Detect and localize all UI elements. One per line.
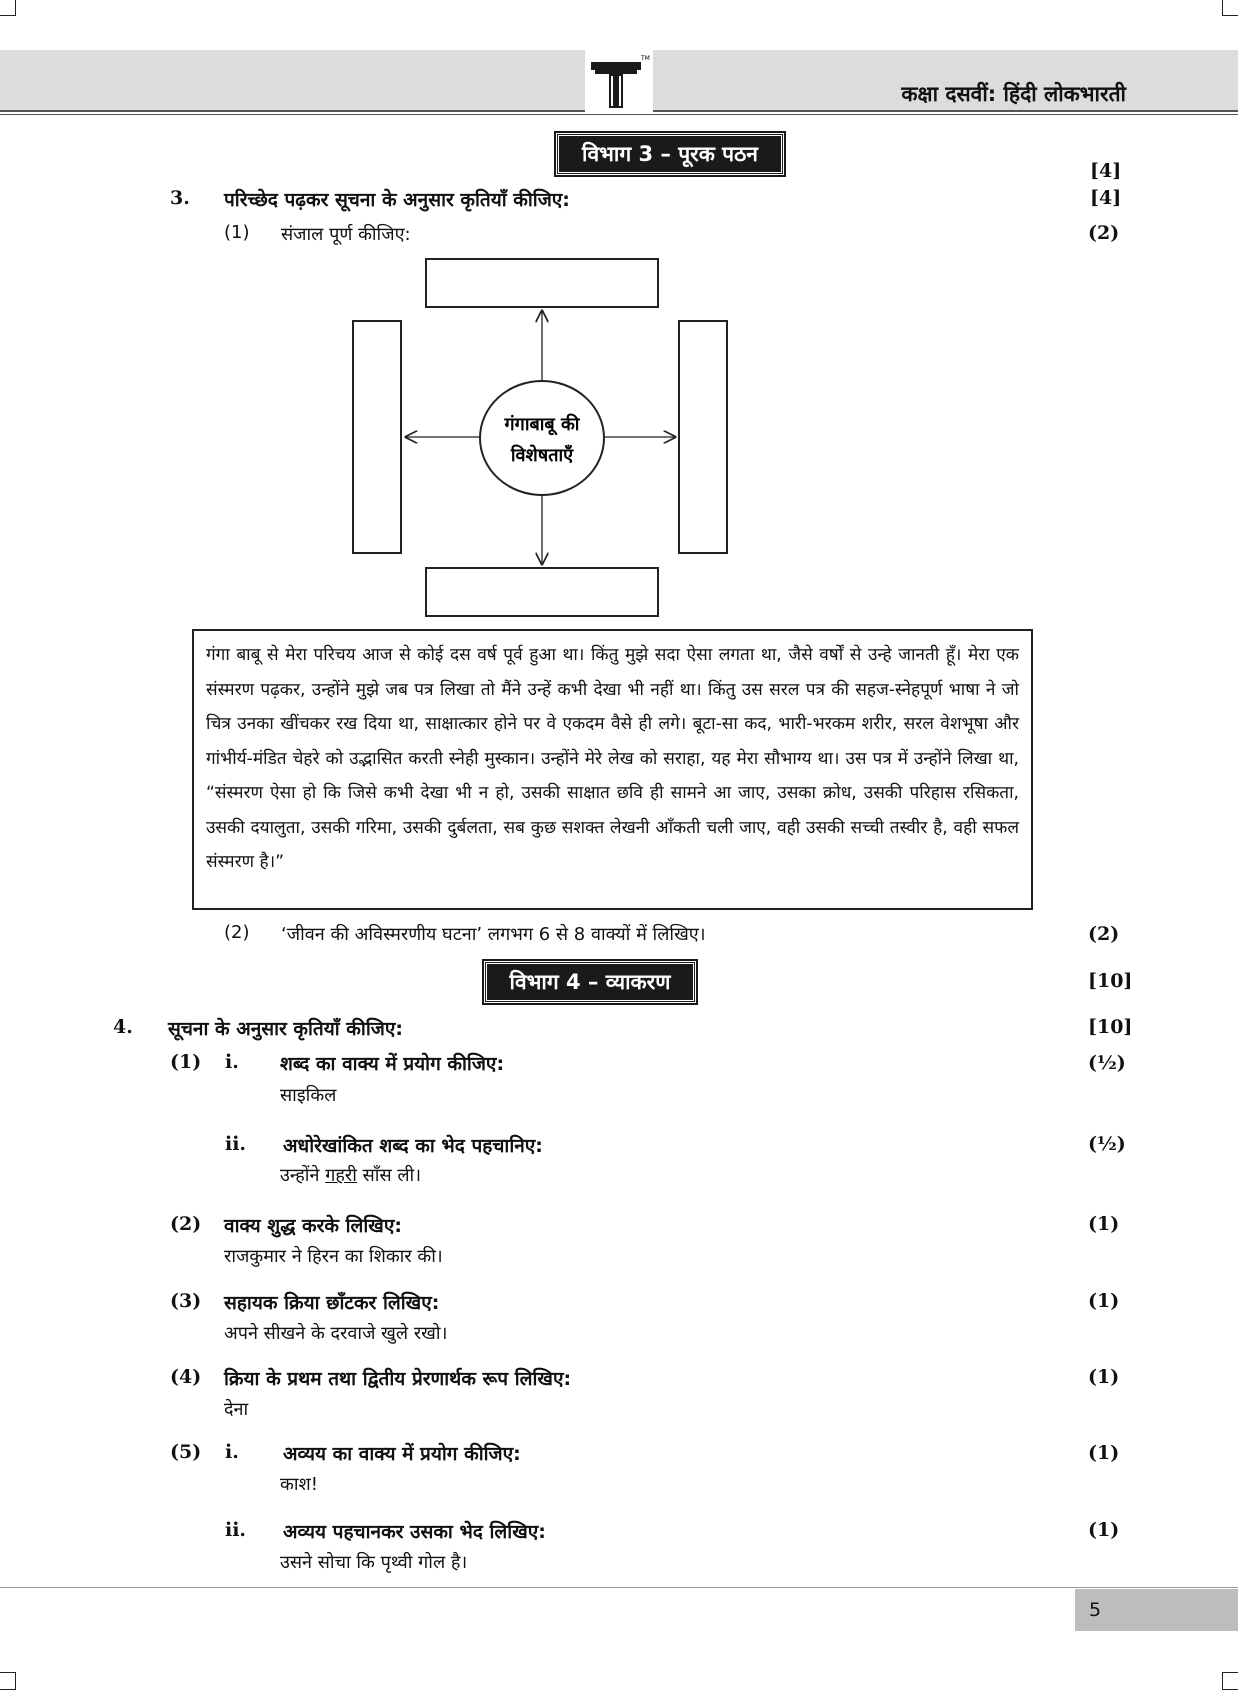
answer-post: साँस ली। [356,1165,422,1186]
q4-item4-number: (4) [170,1366,202,1388]
q4-item5b-marks: (1) [1088,1519,1120,1541]
answer-pre: उन्होंने [280,1165,326,1186]
underlined-word: गहरी [325,1165,357,1186]
q4-item4-text: क्रिया के प्रथम तथा द्वितीय प्रेरणार्थक रूप लिखिए: [224,1368,572,1390]
header-rule-thin [0,114,1238,115]
header-title: कक्षा दसवीं: हिंदी लोकभारती [901,82,1126,106]
q4-item2-answer: राजकुमार ने हिरन का शिकार की। [224,1246,443,1267]
center-ellipse [480,381,604,495]
blank-box-right [679,321,727,553]
q4-item5-roman: i. [225,1441,239,1463]
q3-sub2-text: ‘जीवन की अविस्मरणीय घटना’ लगभग 6 से 8 वाक्यों में लिखिए। [281,924,706,945]
svg-text:TM: TM [641,55,650,62]
web-diagram [340,250,740,630]
center-label-line1: गंगाबाबू की [504,414,580,435]
header-band-left [0,50,585,110]
blank-box-top [426,259,658,307]
q3-sub1-marks: (2) [1088,222,1120,244]
blank-box-bottom [426,568,658,616]
question-4-marks: [10] [1088,1016,1133,1038]
q4-item4-answer: देना [224,1399,249,1420]
section-4-title: विभाग 4 – व्याकरण [484,961,696,1003]
crop-mark-top-left [0,0,16,16]
q4-item1-marks: (½) [1088,1052,1126,1074]
question-3-marks: [4] [1090,187,1122,209]
q4-item1b-text: अधोरेखांकित शब्द का भेद पहचानिए: [283,1135,543,1157]
section-3-title: विभाग 3 – पूरक पठन [556,133,784,175]
q4-item5-marks: (1) [1088,1442,1120,1464]
question-3-number: 3. [170,187,190,209]
blank-box-left [353,321,401,553]
q4-item4-marks: (1) [1088,1366,1120,1388]
q4-item3-marks: (1) [1088,1290,1120,1312]
q4-item1b-roman: ii. [225,1133,247,1155]
q4-item5-number: (5) [170,1441,202,1463]
crop-mark-bottom-left [0,1672,16,1690]
section-4-marks: [10] [1088,970,1133,992]
q4-item3-answer: अपने सीखने के दरवाजे खुले रखो। [224,1323,448,1344]
question-4-text: सूचना के अनुसार कृतियाँ कीजिए: [168,1018,403,1040]
center-label-line2: विशेषताएँ [510,445,574,466]
q4-item2-marks: (1) [1088,1213,1120,1235]
q4-item5-answer: काश! [280,1474,318,1495]
section-3-marks: [4] [1090,160,1122,182]
q3-sub1-number: (1) [224,222,250,243]
q3-sub1-text: संजाल पूर्ण कीजिए: [281,224,411,245]
q4-item1-answer: साइकिल [280,1085,337,1106]
q4-item1-number: (1) [170,1051,202,1073]
q4-item3-number: (3) [170,1290,202,1312]
q3-sub2-number: (2) [224,922,250,943]
q4-item5-text: अव्यय का वाक्य में प्रयोग कीजिए: [283,1443,521,1465]
book-pillar-logo-icon [585,48,653,112]
crop-mark-top-right [1222,0,1238,16]
crop-mark-bottom-right [1222,1672,1238,1690]
q4-item1-roman: i. [225,1051,239,1073]
q3-sub2-marks: (2) [1088,923,1120,945]
q4-item1b-answer [280,1163,421,1187]
q4-item3-text: सहायक क्रिया छाँटकर लिखिए: [224,1292,440,1314]
footer-rule [0,1587,1238,1588]
reading-passage: गंगा बाबू से मेरा परिचय आज से कोई दस वर्ष पूर्व हुआ था। किंतु मुझे सदा ऐसा लगता था, जैसे वर्षों से उन्हे जानती हूँ। मेरा एक संस्मरण पढ़कर, उन्होंने मुझे जब पत्र लिखा तो मैंने उन्हें कभी देखा भी नहीं था। किंतु उस सरल पत्र की सहज-स्नेहपूर्ण भाषा ने जो चित्र उनका खींचकर रख दिया था, साक्षात्कार होने पर वे एकदम वैसे ही लगे। बूटा-सा कद, भारी-भरकम शरीर, सरल वेशभूषा और गांभीर्य-मंडित चेहरे को उद्भासित करती स्नेही मुस्कान। उन्होंने मेरे लेख को सराहा, यह मेरा सौभाग्य था। उस पत्र में उन्होंने लिखा था, “संस्मरण ऐसा हो कि जिसे कभी देखा भी न हो, उसकी साक्षात छवि ही सामने आ जाए, उसका क्रोध, उसकी परिहास रसिकता, उसकी दयालुता, उसकी गरिमा, उसकी दुर्बलता, सब कुछ सशक्त लेखनी आँकती चली जाए, वही उसकी सच्ची तस्वीर है, वही सफल संस्मरण है।” [192,629,1033,910]
q4-item2-text: वाक्य शुद्ध करके लिखिए: [224,1215,402,1237]
q4-item1b-marks: (½) [1088,1133,1126,1155]
q4-item2-number: (2) [170,1213,202,1235]
q4-item5b-answer: उसने सोचा कि पृथ्वी गोल है। [280,1552,468,1573]
q4-item5b-roman: ii. [225,1519,247,1541]
q4-item1-text: शब्द का वाक्य में प्रयोग कीजिए: [280,1053,505,1075]
q4-item5b-text: अव्यय पहचानकर उसका भेद लिखिए: [283,1521,546,1543]
question-3-text: परिच्छेद पढ़कर सूचना के अनुसार कृतियाँ कीजिए: [224,189,570,211]
page-number: 5 [1075,1589,1238,1631]
question-4-number: 4. [113,1016,133,1038]
